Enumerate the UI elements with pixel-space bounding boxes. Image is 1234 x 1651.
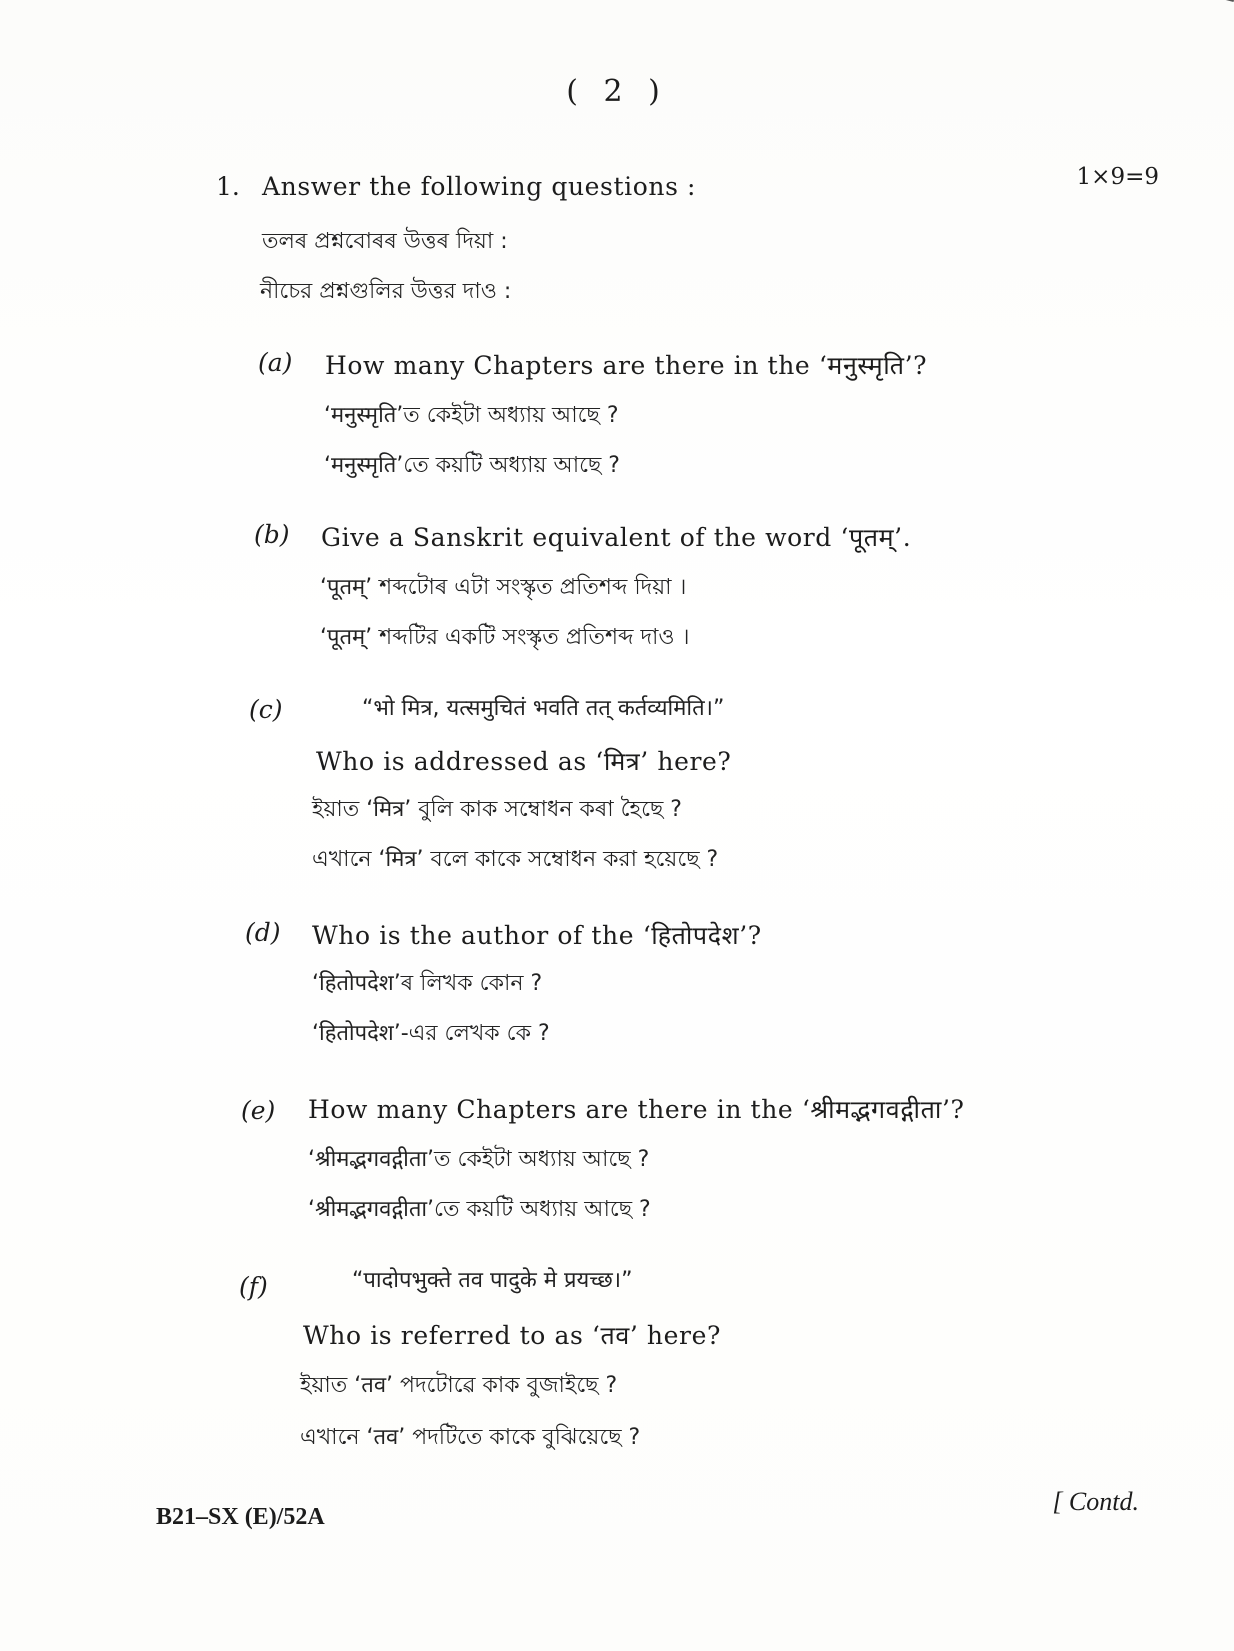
subquestion-label: (c) [249, 695, 283, 724]
subquestion-bengali: এখানে ‘मित्र’ বলে কাকে সম্বোধন করা হয়েছে ? [312, 847, 719, 872]
subquestion-assamese: ‘पूतम्’ শব্দটোৰ এটা সংস্কৃত প্ৰতিশব্দ দিয়া । [320, 575, 687, 600]
subquestion-label: (d) [245, 918, 281, 947]
subquestion-english: How many Chapters are there in the ‘मनुस्मृति’? [325, 351, 928, 380]
subquestion-assamese: ‘श्रीमद्भगवद्गीता’ত কেইটা অধ্যায় আছে ? [308, 1147, 650, 1172]
subquestion-assamese: ‘हितोपदेश’ৰ লিখক কোন ? [312, 971, 543, 996]
instruction-bengali: নীচের প্রশ্নগুলির উত্তর দাও : [260, 279, 512, 304]
subquestion-assamese: ‘मनुस्मृति’ত কেইটা অধ্যায় আছে ? [324, 403, 619, 428]
subquestion-label: (f) [239, 1272, 268, 1301]
marks: 1×9=9 [1076, 164, 1159, 190]
instruction-assamese: তলৰ প্ৰশ্নবোৰৰ উত্তৰ দিয়া : [262, 229, 508, 254]
paper-code: B21–SX (E)/52A [156, 1504, 325, 1530]
subquestion-quote: “पादोपभुक्ते तव पादुके मे प्रयच्छ।” [352, 1268, 633, 1293]
subquestion-label: (a) [258, 348, 293, 377]
subquestion-bengali: ‘हितोपदेश’-এর লেখক কে ? [312, 1021, 550, 1046]
subquestion-quote: “भो मित्र, यत्समुचितं भवति तत् कर्तव्यमिति।” [362, 696, 725, 721]
subquestion-label: (b) [254, 520, 290, 549]
subquestion-bengali: ‘मनुस्मृति’তে কয়টি অধ্যায় আছে ? [324, 453, 620, 478]
subquestion-bengali: এখানে ‘तव’ পদটিতে কাকে বুঝিয়েছে ? [300, 1425, 641, 1450]
subquestion-label: (e) [241, 1096, 276, 1125]
subquestion-bengali: ‘पूतम्’ শব্দটির একটি সংস্কৃত প্রতিশব্দ দাও । [320, 625, 690, 650]
question-number: 1. [216, 172, 240, 201]
subquestion-english: Who is the author of the ‘हितोपदेश’? [312, 921, 762, 950]
subquestion-english: Give a Sanskrit equivalent of the word ‘पूतम्’. [321, 523, 912, 552]
question-instruction: Answer the following questions : [262, 172, 697, 201]
subquestion-bengali: ‘श्रीमद्भगवद्गीता’তে কয়টি অধ্যায় আছে ? [308, 1197, 651, 1222]
continued-marker: [ Contd. [1052, 1487, 1139, 1516]
subquestion-english: How many Chapters are there in the ‘श्रीमद्भगवद्गीता’? [308, 1095, 965, 1124]
subquestion-english: Who is addressed as ‘मित्र’ here? [316, 747, 732, 776]
corner-pen-mark [1199, 0, 1234, 2]
subquestion-assamese: ইয়াত ‘तव’ পদটোৱে কাক বুজাইছে ? [300, 1373, 618, 1398]
subquestion-english: Who is referred to as ‘तव’ here? [303, 1321, 721, 1350]
subquestion-assamese: ইয়াত ‘मित्र’ বুলি কাক সম্বোধন কৰা হৈছে ? [312, 797, 682, 822]
page-number: ( 2 ) [566, 74, 668, 109]
